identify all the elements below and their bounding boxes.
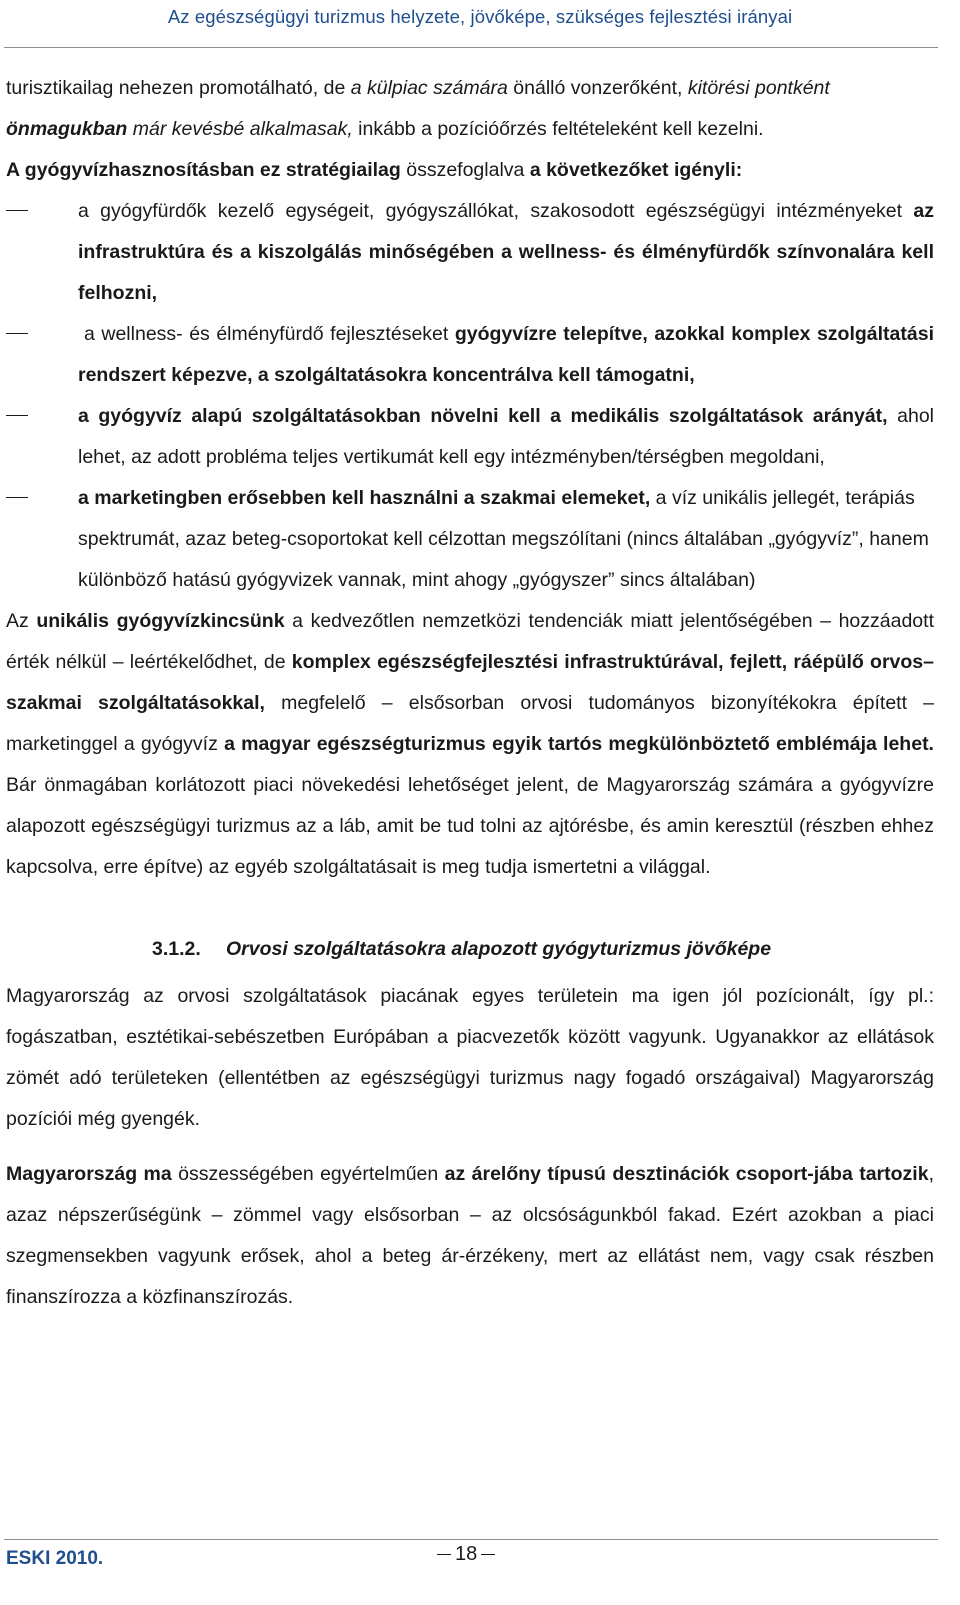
spacer (6, 1140, 934, 1154)
text-segment: Bár önmagában korlátozott piaci növekedési lehetőséget jelent, de Magyarország számára a gyógyvízre alapozott egészségügyi turizmus az a láb, amit be tud tolni az ajtórésbe, és amin keresztül (részben ehhez kapcsolva, erre építve) az egyéb szolgáltatásait is meg tudja ismertetni a világgal. (6, 774, 934, 878)
list-text-bold: gyógyvízre telepítve, azokkal komplex szolgáltatási rendszert képezve, a szolgáltatásokra koncentrálva kell támogatni, (78, 323, 934, 386)
paragraph-orvosi (6, 976, 934, 1140)
text-segment-bold-italic: önmagukban (6, 118, 128, 140)
list-item (6, 396, 934, 478)
paragraph-gyogyviz (6, 601, 934, 888)
requirement-list (6, 191, 934, 601)
dash-bullet (6, 497, 28, 498)
text-segment-bold: a következőket igényli: (529, 159, 743, 181)
list-text: a wellness- és élményfürdő fejlesztéseket (84, 323, 455, 345)
list-text-bold: a gyógyvíz alapú szolgáltatásokban növelni kell a medikális szolgáltatások arányát, (78, 405, 888, 427)
list-text: a gyógyfürdők kezelő egységeit, gyógyszállókat, szakosodott egészségügyi intézményeket (78, 200, 914, 222)
paragraph-intro (6, 150, 934, 191)
list-text: a víz unikális jellegét, terápiás spektrumát, azaz beteg-csoportokat kell célzottan megszólítani (nincs általában „gyógyvíz”, hanem különböző hatású gyógyvizek vannak, mint ahogy „gyógyszer” sincs általában) (78, 487, 929, 591)
text-segment: , azaz népszerűségünk – zömmel vagy elsősorban – az olcsóságunkból fakad. Ezért azokban a piaci szegmensekben vagyunk erősek, ahol a beteg ár-érzékeny, mert az ellátást nem, vagy csak részben finanszírozza a közfinanszírozás. (6, 1163, 934, 1308)
list-item (6, 191, 934, 314)
running-header-title: Az egészségügyi turizmus helyzete, jövőképe, szükséges fejlesztési irányai (167, 6, 793, 27)
text-segment-italic: már kevésbé alkalmasak, (127, 118, 353, 140)
paragraph-continuation (6, 68, 934, 150)
list-item (6, 478, 934, 601)
text-segment: Magyarország az orvosi szolgáltatások piacának egyes területein ma igen jól pozícionált, így pl.: fogászatban, esztétikai-sebészetben Európában a piacvezetők között vagyunk. Ugyanakkor az ellátások zömét adó területeken (ellentétben az egészségügyi turizmus nagy fogadó országaival) Magyarország pozíciói még gyengék. (6, 985, 934, 1130)
page-number-value: 18 (455, 1543, 478, 1565)
text-segment: megfelelő – elsősorban orvosi tudományos bizonyítékokra épített – marketinggel a gyógyvíz (6, 692, 934, 755)
text-segment-bold: az árelőny típusú desztinációk csoport-jába tartozik (444, 1163, 929, 1185)
dash-bullet (6, 210, 28, 211)
paragraph-arelony (6, 1154, 934, 1318)
text-segment: összefoglalva (400, 159, 530, 181)
text-segment-italic: a külpiac számára (350, 77, 508, 99)
text-segment-bold: unikális gyógyvízkincsünk (36, 610, 285, 632)
text-segment: turisztikailag nehezen promotálható, de (6, 77, 351, 99)
dash-bullet (6, 333, 28, 334)
text-segment-italic: kitörési pontként (687, 77, 830, 99)
section-heading (6, 929, 934, 970)
page-dash-left (437, 1554, 451, 1555)
section-number: 3.1.2. (152, 938, 201, 960)
footer-divider (4, 1539, 938, 1540)
page-number (437, 1543, 495, 1566)
list-text-bold: a marketingben erősebben kell használni a szakmai elemeket, (78, 487, 651, 509)
text-segment-bold: komplex egészségfejlesztési infrastruktúrával, fejlett, ráépülő orvos–szakmai szolgáltatásokkal, (6, 651, 934, 714)
text-segment: a kedvezőtlen nemzetközi tendenciák miatt jelentőségében – hozzáadott érték nélkül – leértékelődhet, de (6, 610, 934, 673)
page-header (0, 0, 960, 48)
text-segment: önálló vonzerőként, (507, 77, 688, 99)
page-dash-right (481, 1554, 495, 1555)
text-segment: összességében egyértelműen (171, 1163, 445, 1185)
text-segment-bold: A gyógyvízhasznosításban ez stratégiailag (6, 159, 401, 181)
text-segment: Az (6, 610, 37, 632)
footer-publisher: ESKI 2010. (6, 1548, 104, 1569)
list-text-bold: az infrastruktúra és a kiszolgálás minőségében a wellness- és élményfürdők színvonalára kell felhozni, (78, 200, 934, 304)
section-title: Orvosi szolgáltatásokra alapozott gyógyturizmus jövőképe (226, 938, 772, 960)
text-segment-bold: Magyarország ma (6, 1163, 172, 1185)
document-body (6, 68, 934, 1318)
page-footer (0, 1535, 960, 1605)
list-item (6, 314, 934, 396)
text-segment: inkább a pozícióőrzés feltételeként kell kezelni. (352, 118, 764, 140)
spacer (6, 888, 934, 929)
header-divider (4, 47, 938, 48)
list-text: ahol lehet, az adott probléma teljes vertikumát kell egy intézményben/térségben megoldani, (78, 405, 934, 468)
dash-bullet (6, 415, 28, 416)
text-segment-bold: a magyar egészségturizmus egyik tartós megkülönböztető emblémája lehet. (224, 733, 934, 755)
